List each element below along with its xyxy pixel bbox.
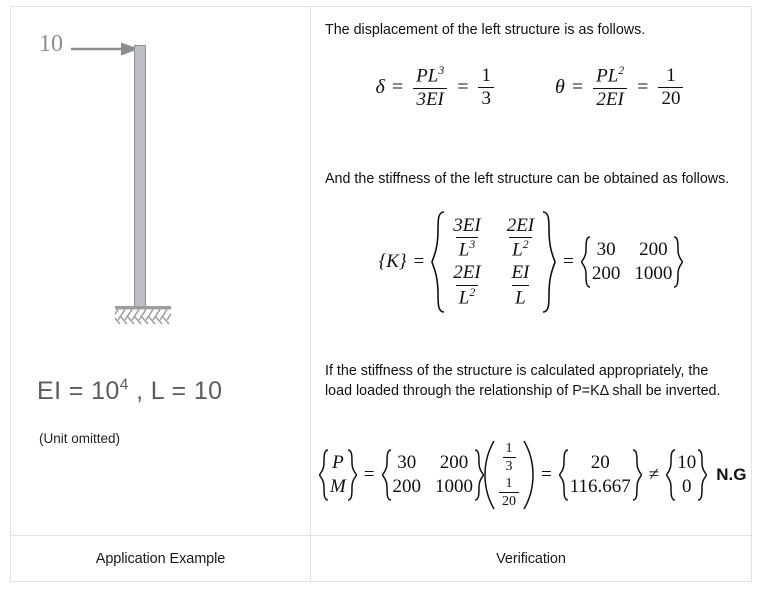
right-paren-icon	[522, 439, 534, 511]
equals-sign: =	[391, 76, 404, 99]
right-brace-icon-5	[631, 448, 642, 502]
theta-denominator: 2EI	[593, 88, 626, 111]
not-equals-sign: ≠	[648, 464, 660, 485]
equals-sign-8: =	[541, 464, 552, 485]
k12-numerator: 2EI	[506, 214, 535, 236]
stiffness-row	[379, 210, 684, 314]
k11-den-exponent: 3	[469, 238, 476, 252]
k12-den-exponent: 2	[522, 238, 529, 252]
disp-1-fraction	[503, 441, 516, 474]
k12-denominator: $L^2$	[509, 237, 531, 261]
load-k11-value: 30	[397, 452, 417, 473]
paragraph-stiffness: And the stiffness of the left structure can be obtained as follows.	[325, 171, 730, 187]
comparison-table	[10, 6, 752, 582]
equation-stiffness	[311, 210, 751, 314]
cell-verification	[311, 7, 751, 535]
k21-numerator: 2EI	[453, 262, 481, 283]
expected-m-value: 0	[682, 476, 692, 497]
delta-result-fraction	[478, 66, 494, 110]
caption-cell-right	[311, 536, 751, 581]
delta-expression	[376, 65, 497, 110]
k21-value: 200	[591, 263, 621, 284]
expected-vector	[677, 452, 696, 498]
stiffness-symbolic-matrix	[447, 216, 540, 309]
disp-2-numerator: 1	[505, 476, 513, 491]
theta-numerator: $PL^2$	[596, 64, 625, 87]
displacement-vector	[496, 441, 522, 509]
left-paren-icon	[484, 439, 496, 511]
stiffness-lhs: {K}	[378, 251, 407, 272]
right-brace-icon-4	[473, 448, 484, 502]
force-p: P	[332, 452, 344, 473]
equals-sign-2: =	[457, 76, 469, 99]
theta-fraction	[593, 65, 627, 110]
left-brace-icon-6	[666, 448, 677, 502]
equals-sign-5: =	[413, 251, 425, 272]
delta-numerator: $PL^3$	[416, 64, 445, 87]
theta-num-exponent: 2	[618, 64, 625, 77]
theta-result-numerator: 1	[666, 64, 676, 86]
k22-value: 1000	[634, 263, 673, 284]
k21-den-exponent: 2	[469, 285, 476, 299]
unit-omitted-note: (Unit omitted)	[39, 431, 121, 446]
result-p-value: 20	[590, 452, 610, 473]
k21-fraction	[450, 263, 483, 308]
ei-exponent: 4	[119, 376, 129, 394]
left-brace-icon-4	[382, 448, 393, 502]
cell-application-example	[11, 7, 311, 535]
k11-fraction	[450, 216, 483, 261]
k11-value: 30	[596, 239, 616, 260]
verdict-badge: N.G	[716, 465, 747, 484]
equals-sign-7: =	[363, 464, 375, 485]
equals-sign-6: =	[563, 251, 574, 272]
load-k21-value: 200	[392, 476, 422, 497]
section-properties-label	[37, 377, 222, 406]
load-check-row	[319, 439, 746, 511]
right-brace-icon-2	[672, 235, 683, 289]
delta-fraction	[413, 65, 447, 110]
k11-denominator: $L^3$	[456, 237, 478, 261]
right-brace-icon-3	[346, 448, 357, 502]
right-arrow-icon	[71, 38, 141, 60]
load-stiffness-matrix	[393, 452, 474, 498]
left-brace-icon	[431, 210, 447, 314]
stiffness-numeric-matrix	[592, 239, 673, 285]
disp-2-fraction	[499, 476, 519, 509]
paragraph-inversion: If the stiffness of the structure is calculated appropriately, the load loaded through the relationship of P=KΔ shall be inverted.	[325, 363, 721, 399]
delta-result-denominator: 3	[478, 87, 494, 110]
load-k22-value: 1000	[435, 476, 474, 497]
ei-prefix: EI = 10	[37, 377, 120, 405]
disp-1-numerator: 1	[505, 440, 513, 456]
delta-symbol: δ	[375, 76, 385, 99]
left-brace-icon-5	[559, 448, 570, 502]
k12-fraction	[504, 216, 537, 261]
equation-displacement	[311, 65, 751, 110]
caption-cell-left	[11, 536, 311, 581]
right-brace-icon-6	[696, 448, 707, 502]
force-vector	[330, 452, 346, 498]
load-value-label: 10	[39, 31, 63, 57]
right-brace-icon	[540, 210, 556, 314]
k22-numerator: EI	[511, 262, 530, 283]
disp-1-denominator: 3	[503, 457, 516, 474]
cantilever-column-icon	[134, 45, 146, 307]
delta-num-exponent: 3	[438, 64, 445, 77]
equation-load-check	[319, 439, 751, 511]
equals-sign-3: =	[571, 76, 584, 99]
theta-expression	[555, 65, 686, 110]
left-brace-icon-3	[319, 448, 330, 502]
theta-symbol: θ	[554, 76, 565, 99]
k22-denominator: L	[512, 285, 529, 309]
result-m-value: 116.667	[569, 476, 631, 497]
delta-denominator: 3EI	[413, 88, 446, 111]
result-vector	[570, 452, 631, 498]
k12-value: 200	[639, 239, 668, 260]
force-m: M	[330, 476, 346, 497]
load-k12-value: 200	[439, 452, 469, 473]
table-row-captions	[11, 536, 751, 581]
k21-denominator: $L^2$	[456, 285, 478, 309]
table-row-content	[11, 7, 751, 536]
left-brace-icon-2	[581, 235, 592, 289]
expected-p-value: 10	[677, 452, 697, 473]
k11-numerator: 3EI	[453, 214, 481, 236]
disp-2-denominator: 20	[499, 492, 519, 509]
caption-verification: Verification	[496, 550, 566, 567]
ei-suffix: , L = 10	[128, 377, 223, 405]
equals-sign-4: =	[637, 76, 649, 99]
theta-result-denominator: 20	[658, 87, 683, 110]
theta-result-fraction	[658, 66, 683, 110]
delta-result-numerator: 1	[481, 64, 491, 86]
paragraph-displacement: The displacement of the left structure is as follows.	[325, 22, 646, 38]
caption-application-example: Application Example	[95, 550, 226, 567]
k22-fraction	[508, 263, 532, 308]
fixed-support-hatch-icon	[115, 306, 171, 326]
cantilever-diagram	[11, 7, 311, 347]
